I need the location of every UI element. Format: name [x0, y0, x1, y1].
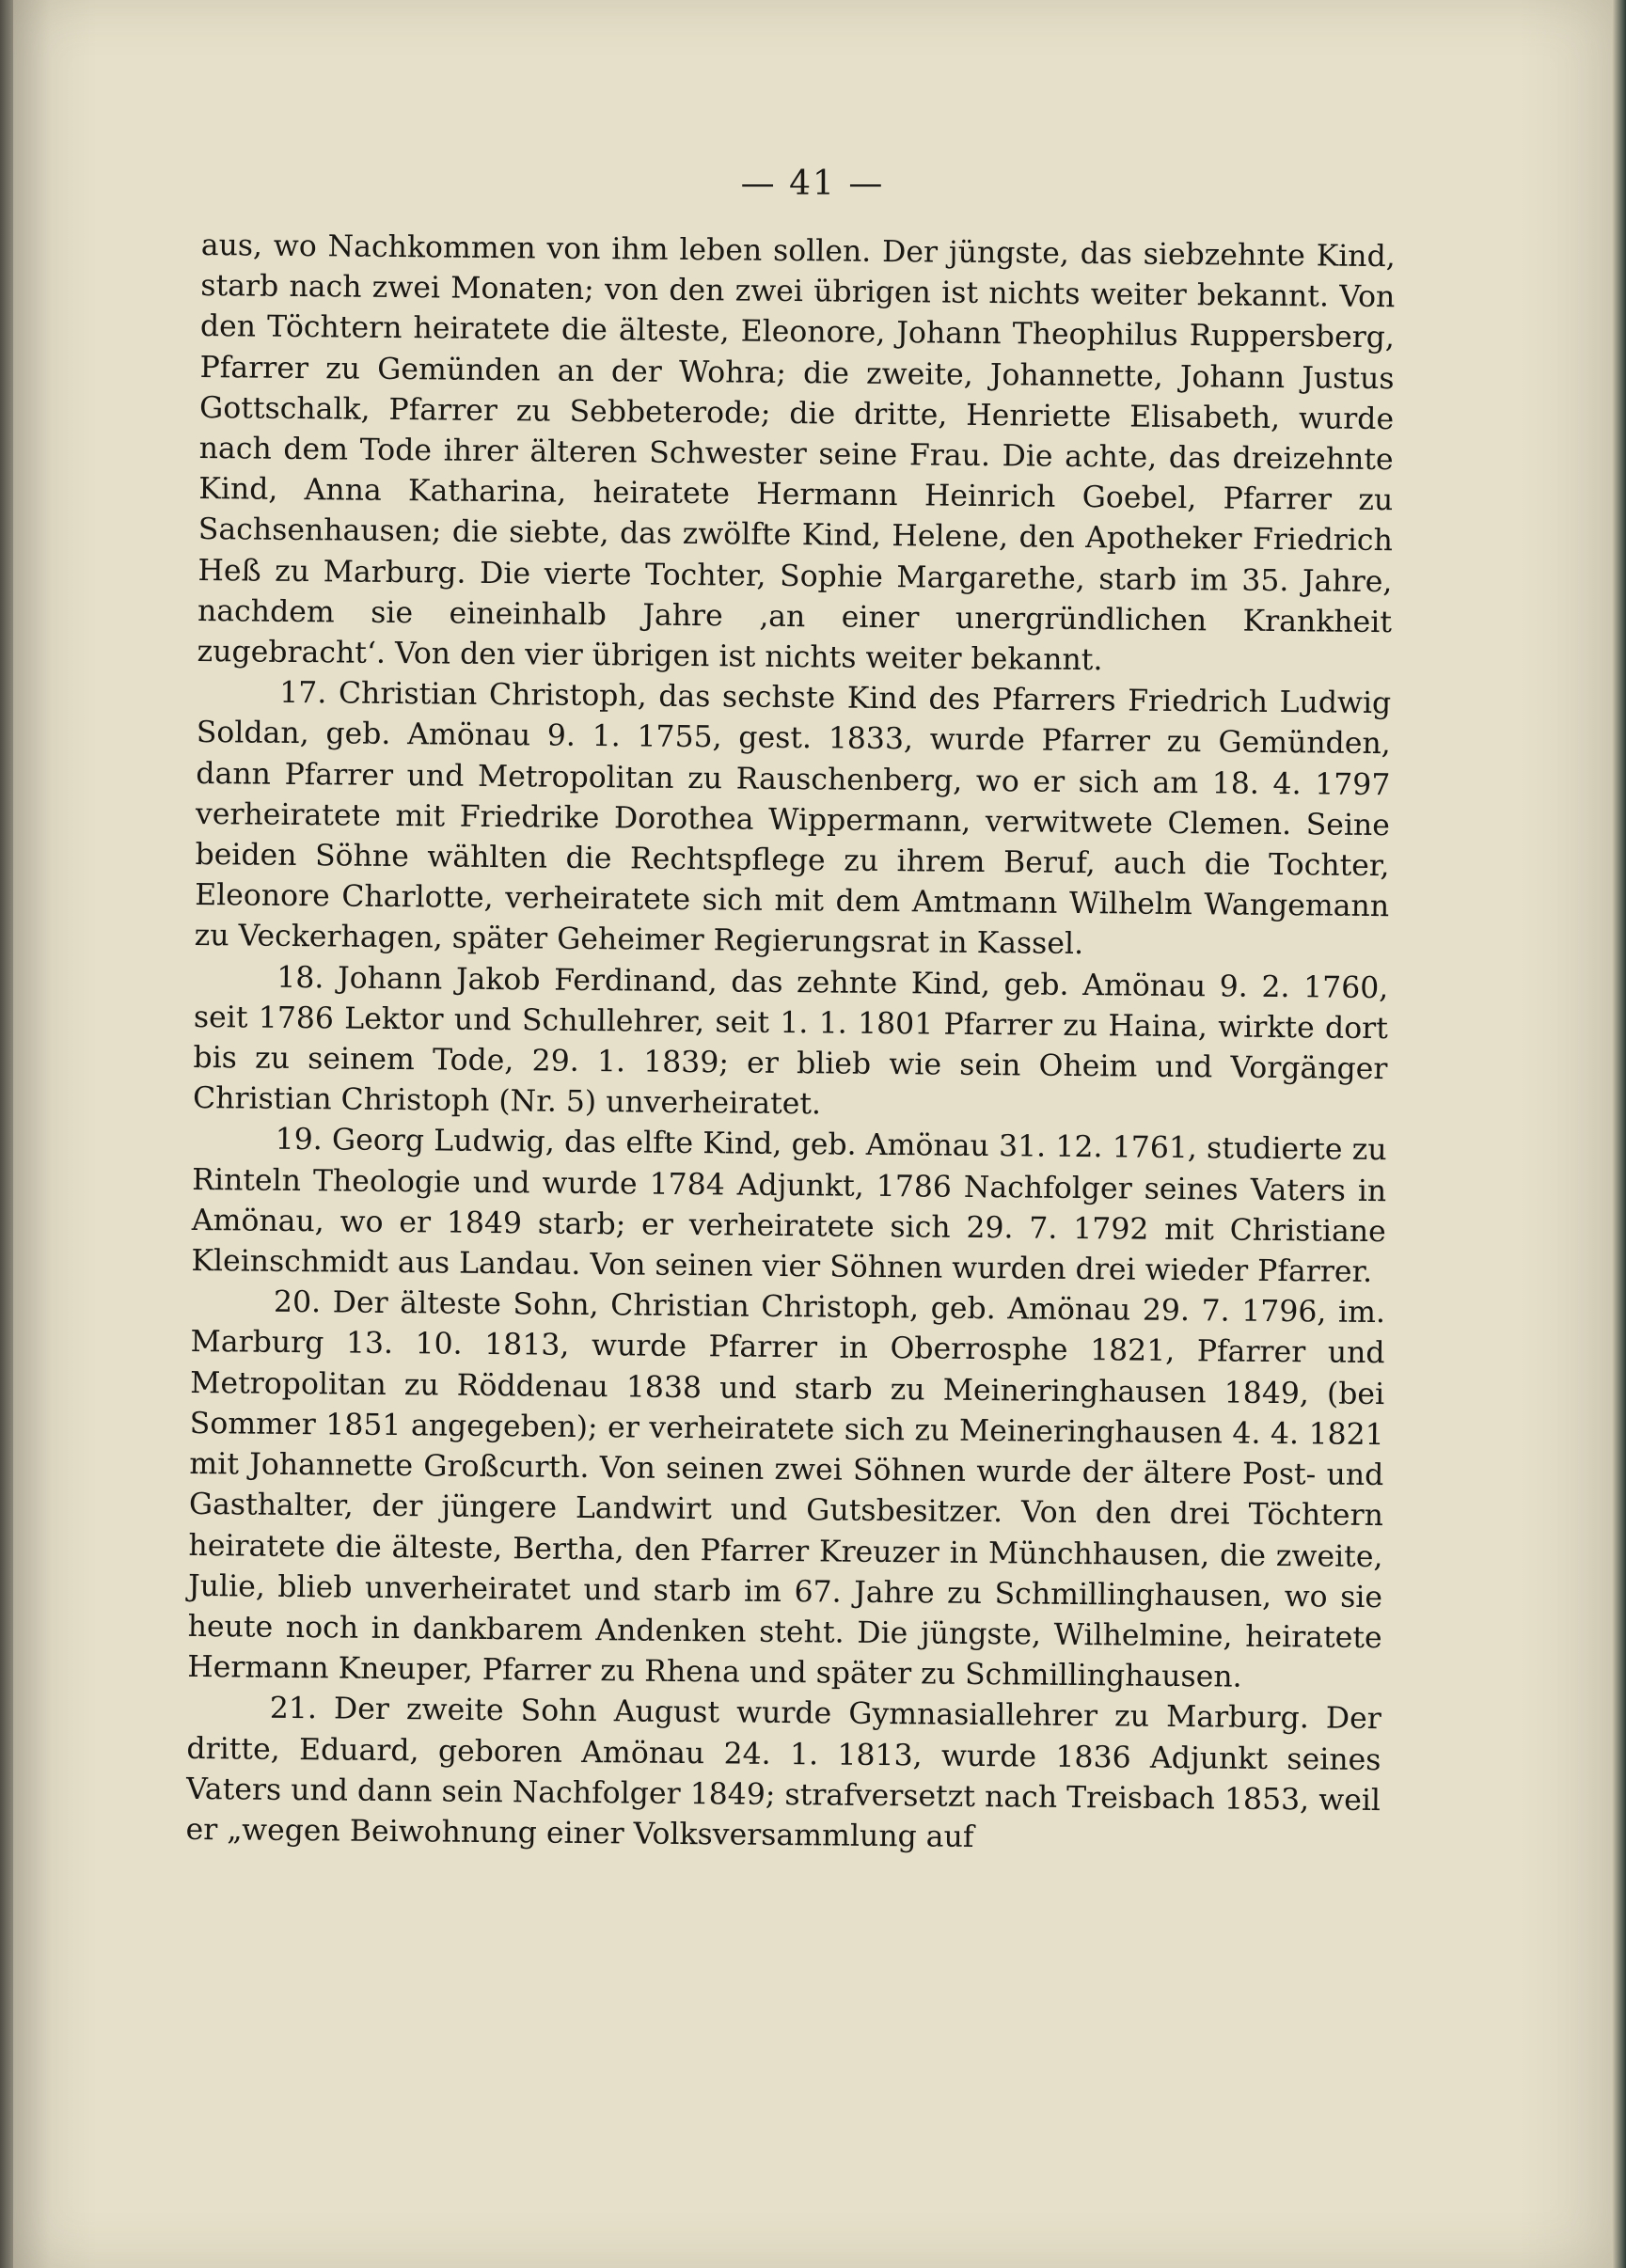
book-page [13, 0, 1612, 2268]
paragraph-21: 21. Der zweite Sohn August wurde Gymnasiallehrer zu Marburg. Der dritte, Eduard, geboren Amönau 24. 1. 1813, wurde 1836 Adjunkt seines Vaters und dann sein Nachfolger 1849; strafversetzt nach Treisbach 1853, weil er „wegen Beiwohnung einer Volksversammlung auf [185, 1692, 1381, 1854]
book-spine [0, 0, 13, 2268]
paragraph-continuation: aus, wo Nachkommen von ihm leben sollen. Der jüngste, das siebzehnte Kind, starb nach zwei Monaten; von den zwei übrigen ist nichts weiter bekannt. Von den Töchtern heiratete die älteste, Eleonore, Johann Theophilus Ruppersberg, Pfarrer zu Gemünden an der Wohra; die zweite, Johannette, Johann Justus Gottschalk, Pfarrer zu Sebbeterode; die dritte, Henriette Elisabeth, wurde nach dem Tode ihrer älteren Schwester seine Frau. Die achte, das dreizehnte Kind, Anna Katharina, heiratete Hermann Heinrich Goebel, Pfarrer zu Sachsenhausen; die siebte, das zwölfte Kind, Helene, den Apotheker Friedrich Heß zu Marburg. Die vierte Tochter, Sophie Margarethe, starb im 35. Jahre, nachdem sie eineinhalb Jahre ‚an einer unergründlichen Krankheit zugebracht‘. Von den vier übrigen ist nichts weiter bekannt. [197, 228, 1396, 678]
body-text [185, 226, 1396, 1862]
page-number: — 41 — [740, 165, 885, 203]
paragraph-19: 19. Georg Ludwig, das elfte Kind, geb. Amönau 31. 12. 1761, studierte zu Rinteln Theologie und wurde 1784 Adjunkt, 1786 Nachfolger seines Vaters in Amönau, wo er 1849 starb; er verheiratete sich 29. 7. 1792 mit Christiane Kleinschmidt aus Landau. Von seinen vier Söhnen wurden drei wieder Pfarrer. [191, 1123, 1387, 1290]
paragraph-17: 17. Christian Christoph, das sechste Kind des Pfarrers Friedrich Ludwig Soldan, geb. Amönau 9. 1. 1755, gest. 1833, wurde Pfarrer zu Gemünden, dann Pfarrer und Metropolitan zu Rauschenberg, wo er sich am 18. 4. 1797 verheiratete mit Friedrike Dorothea Wippermann, verwitwete Clemen. Seine beiden Söhne wählten die Rechtspflege zu ihrem Beruf, auch die Tochter, Eleonore Charlotte, verheiratete sich mit dem Amtmann Wilhelm Wangemann zu Veckerhagen, später Geheimer Regierungsrat in Kassel. [194, 676, 1392, 962]
paragraph-18: 18. Johann Jakob Ferdinand, das zehnte Kind, geb. Amönau 9. 2. 1760, seit 1786 Lektor und Schullehrer, seit 1. 1. 1801 Pfarrer zu Haina, wirkte dort bis zu seinem Tode, 29. 1. 1839; er blieb wie sein Oheim und Vorgänger Christian Christoph (Nr. 5) unverheiratet. [192, 960, 1389, 1122]
paragraph-20: 20. Der älteste Sohn, Christian Christoph, geb. Amönau 29. 7. 1796, im. Marburg 13. 10. 1813, wurde Pfarrer in Oberrosphe 1821, Pfarrer und Metropolitan zu Röddenau 1838 und starb zu Meineringhausen 1849, (bei Sommer 1851 angegeben); er verheiratete sich zu Meineringhausen 4. 4. 1821 mit Johannette Großcurth. Von seinen zwei Söhnen wurde der ältere Post- und Gasthalter, der jüngere Landwirt und Gutsbesitzer. Von den drei Töchtern heiratete die älteste, Bertha, den Pfarrer Kreuzer in Münchhausen, die zweite, Julie, blieb unverheiratet und starb im 67. Jahre zu Schmillinghausen, wo sie heute noch in dankbarem Andenken steht. Die jüngste, Wilhelmine, heiratete Hermann Kneuper, Pfarrer zu Rhena und später zu Schmillinghausen. [187, 1285, 1386, 1694]
page-edge [1612, 0, 1626, 2268]
